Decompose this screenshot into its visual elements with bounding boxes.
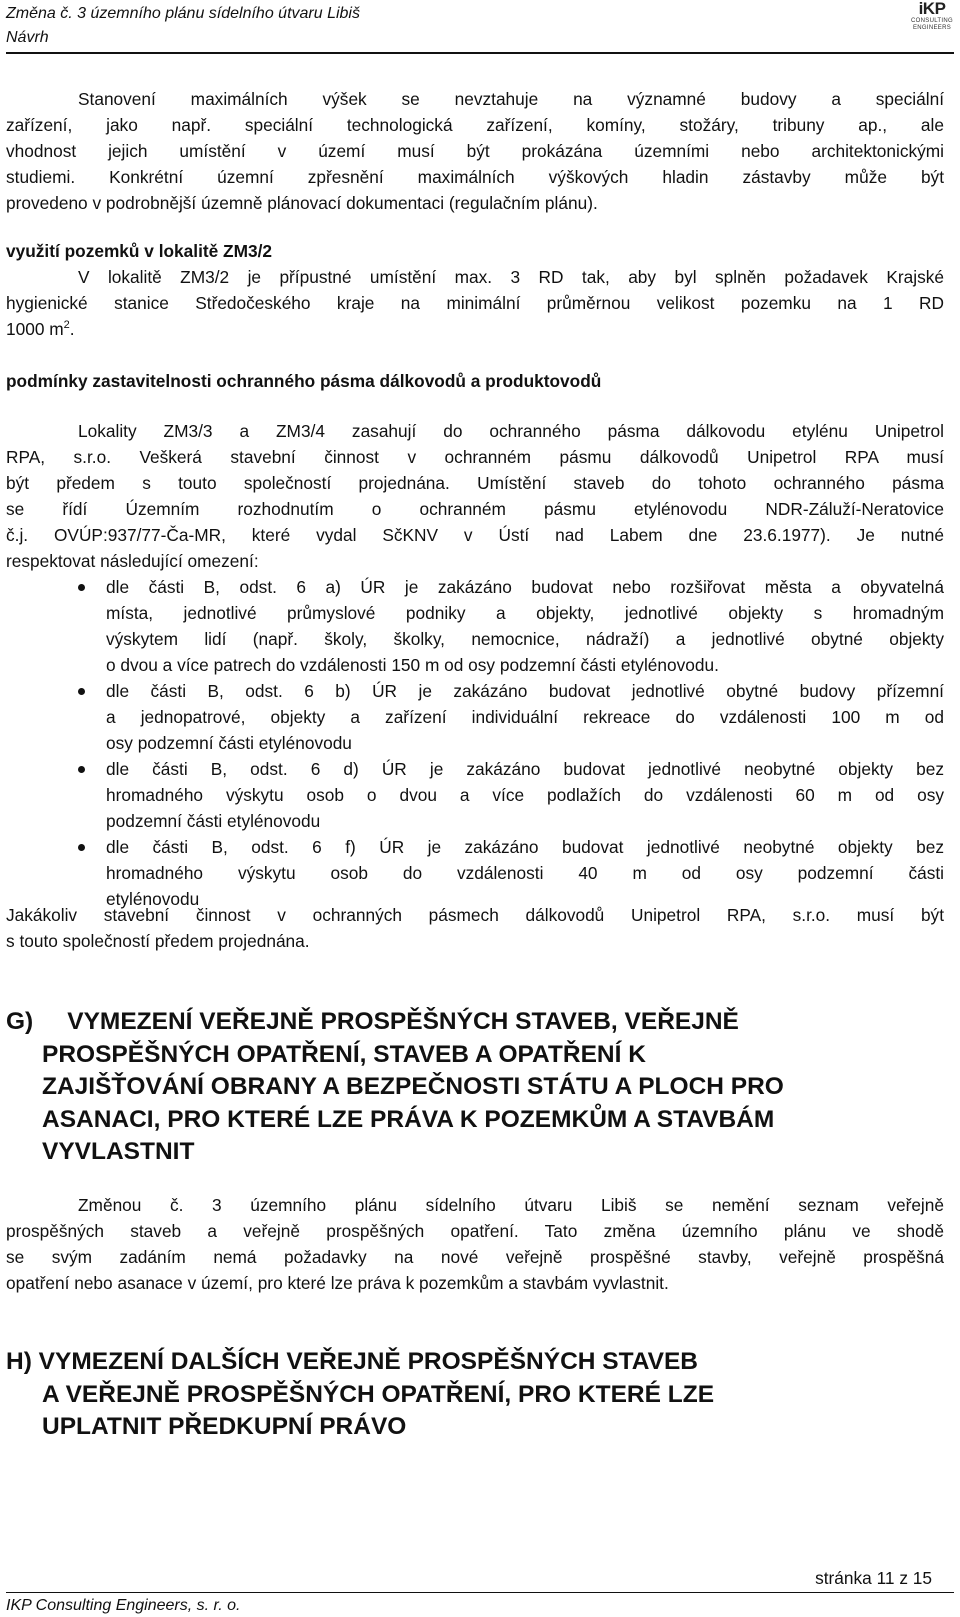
header-divider (6, 52, 954, 54)
company-logo (910, 0, 954, 38)
footer-company: IKP Consulting Engineers, s. r. o. (6, 1597, 241, 1614)
list-item: dle části B, odst. 6 a) ÚR je zakázáno budovat nebo rozšiřovat města a obyvatelná místa, jednotlivé průmyslové podniky a objekty, jednotlivé objekty s hromadným výskytem lidí (např. školy, školky, nemocnice, nádraží) a jednotlivé obytné objekty o dvou a více patrech do vzdálenosti 150 m od osy podzemní části etylénovodu. (6, 574, 944, 678)
page-number: stránka 11 z 15 (815, 1568, 932, 1588)
text-line: Jakákoliv stavební činnost v ochranných pásmech dálkovodů Unipetrol RPA, s.r.o. musí být (6, 905, 944, 925)
list-item: dle části B, odst. 6 d) ÚR je zakázáno budovat jednotlivé neobytné objekty bez hromadného výskytu osob o dvou a více podlažích do vzdálenosti 60 m od osy podzemní části etylénovodu (6, 756, 944, 834)
text-line: 1000 $m^2$. (6, 319, 75, 339)
text-line: č.j. OVÚP:937/77-Ča-MR, které vydal SčKNV v Ústí nad Labem dne 23.6.1977). Je nutné (6, 525, 944, 545)
paragraph-zm32-cont (6, 290, 944, 342)
text-line: RPA, s.r.o. Veškerá stavební činnost v ochranném pásmu dálkovodů Unipetrol RPA musí (6, 447, 944, 467)
section-g-text-cont (6, 1218, 944, 1296)
bullet-icon (78, 844, 85, 851)
header-title: Změna č. 3 územního plánu sídelního útvaru Libiš (6, 5, 360, 22)
paragraph-after-list (6, 902, 944, 954)
text-line: se řídí Územním rozhodnutím o ochranném pásmu etylénovodu NDR-Záluží-Neratovice (6, 499, 944, 519)
text-line: studiemi. Konkrétní územní zpřesnění maximálních výškových hladin zástavby může být (6, 167, 944, 187)
footer-divider (6, 1592, 954, 1593)
paragraph-heights (6, 86, 944, 112)
logo-line-1: CONSULTING (911, 18, 953, 24)
text-line: hygienické stanice Středočeského kraje na minimální průměrnou velikost pozemku na 1 RD (6, 293, 944, 313)
paragraph-heights-cont (6, 112, 944, 216)
section-g-heading: G) VYMEZENÍ VEŘEJNĚ PROSPĚŠNÝCH STAVEB, VEŘEJNĚ PROSPĚŠNÝCH OPATŘENÍ, STAVEB A OPATŘENÍ K ZAJIŠŤOVÁNÍ OBRANY A BEZPEČNOSTI STÁTU A PLOCH PRO ASANACI, PRO KTERÉ LZE PRÁVA K POZEMKŮM A STAVBÁM VYVLASTNIT (6, 1008, 784, 1165)
section-h-heading: H) VYMEZENÍ DALŠÍCH VEŘEJNĚ PROSPĚŠNÝCH STAVEB A VEŘEJNĚ PROSPĚŠNÝCH OPATŘENÍ, PRO KTERÉ LZE UPLATNIT PŘEDKUPNÍ PRÁVO (6, 1348, 715, 1440)
text-line: být předem s touto společností projednána. Umístění staveb do tohoto ochranného pásma (6, 473, 944, 493)
bullet-icon (78, 766, 85, 773)
text-line: vhodnost jejich umístění v území musí být prokázána územními nebo architektonickými (6, 141, 944, 161)
logo-line-2: ENGINEERS (912, 25, 952, 31)
paragraph-pasma-cont (6, 444, 944, 574)
text-line: opatření nebo asanace v území, pro které lze práva k pozemkům a stavbám vyvlastnit. (6, 1273, 669, 1293)
list-item: dle části B, odst. 6 f) ÚR je zakázáno budovat jednotlivé neobytné objekty bez hromadného výskytu osob do vzdálenosti 40 m od osy podzemní části etylénovodu (6, 834, 944, 912)
text-line: V lokalitě ZM3/2 je přípustné umístění max. 3 RD tak, aby byl splněn požadavek Krajské (78, 267, 944, 287)
paragraph-zm32 (6, 264, 944, 290)
bullet-icon (78, 688, 85, 695)
logo-mark: iKP (918, 0, 946, 18)
text-line: se svým zadáním nemá požadavky na nové veřejně prospěšné stavby, veřejně prospěšná (6, 1247, 944, 1267)
list-item: dle části B, odst. 6 b) ÚR je zakázáno budovat jednotlivé obytné budovy přízemní a jednopatrové, objekty a zařízení individuální rekreace do vzdálenosti 100 m od osy podzemní části etylénovodu (6, 678, 944, 756)
text-line: Změnou č. 3 územního plánu sídelního útvaru Libiš se nemění seznam veřejně (78, 1195, 944, 1215)
text-line: Stanovení maximálních výšek se nevztahuje na významné budovy a speciální (78, 89, 944, 109)
subheading-zm32: využití pozemků v lokalitě ZM3/2 (6, 241, 273, 261)
subheading-pasma: podmínky zastavitelnosti ochranného pásma dálkovodů a produktovodů (6, 371, 602, 391)
section-g-text (6, 1192, 944, 1218)
text-line: zařízení, jako např. speciální technologická zařízení, komíny, stožáry, tribuny ap., ale (6, 115, 944, 135)
text-line: provedeno v podrobnější územně plánovací dokumentaci (regulačním plánu). (6, 193, 598, 213)
header-subtitle: Návrh (6, 29, 49, 46)
restriction-list (6, 574, 944, 912)
text-line: s touto společností předem projednána. (6, 931, 310, 951)
superscript: 2 (63, 319, 70, 331)
bullet-icon (78, 584, 85, 591)
paragraph-pasma (6, 418, 944, 444)
text-line: prospěšných staveb a veřejně prospěšných opatření. Tato změna územního plánu ve shodě (6, 1221, 944, 1241)
text-line: respektovat následující omezení: (6, 551, 259, 571)
text-line: Lokality ZM3/3 a ZM3/4 zasahují do ochranného pásma dálkovodu etylénu Unipetrol (78, 421, 944, 441)
